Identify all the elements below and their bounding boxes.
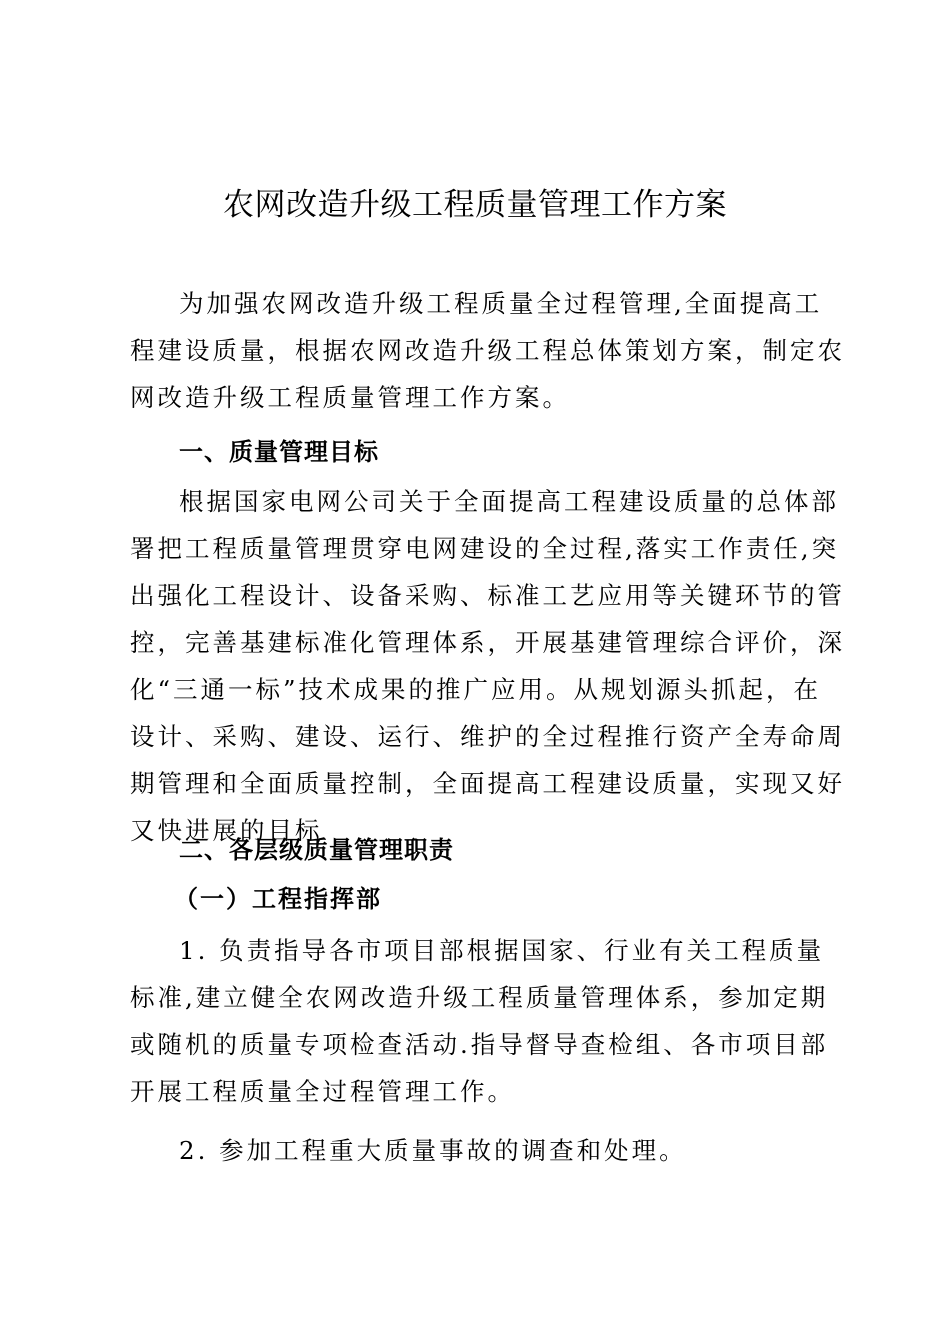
- list-item-1: 1. 负责指导各市项目部根据国家、行业有关工程质量标准,建立健全农网改造升级工程质量管理体系，参加定期或随机的质量专项检查活动.指导督导查检组、各市项目部开展工程质量全过程管理工作。: [130, 936, 829, 1106]
- section-1-heading: 一、质量管理目标: [179, 438, 379, 466]
- section-1-body: 根据国家电网公司关于全面提高工程建设质量的总体部署把工程质量管理贯穿电网建设的全过程,落实工作责任,突出强化工程设计、设备采购、标准工艺应用等关键环节的管控，完善基建标准化管理体系，开展基建管理综合评价，深化“三通一标”技术成果的推广应用。从规划源头抓起，在设计、采购、建设、运行、维护的全过程推行资产全寿命周期管理和全面质量控制，全面提高工程建设质量，实现又好又快进展的目标: [130, 487, 845, 845]
- intro-paragraph: 为加强农网改造升级工程质量全过程管理,全面提高工程建设质量，根据农网改造升级工程总体策划方案，制定农网改造升级工程质量管理工作方案。: [130, 289, 845, 412]
- section-2-heading: 二、各层级质量管理职责: [179, 836, 454, 864]
- document-title: 农网改造升级工程质量管理工作方案: [223, 187, 727, 223]
- list-item-2: 2. 参加工程重大质量事故的调查和处理。: [179, 1136, 687, 1165]
- subsection-1-heading: （一）工程指挥部: [174, 884, 382, 913]
